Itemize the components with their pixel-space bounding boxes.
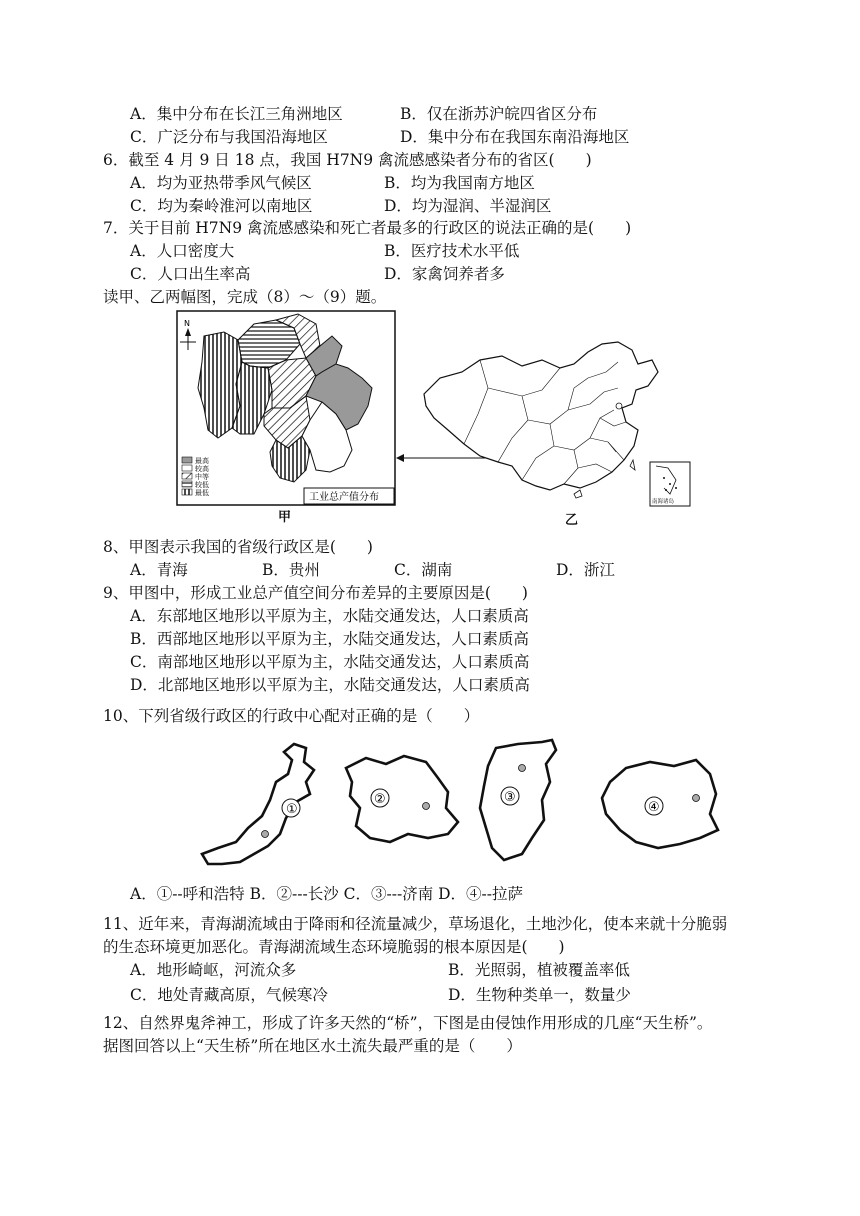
north-label: N (184, 319, 190, 328)
q11-option-c: C．地处青藏高原，气候寒冷 (130, 986, 328, 1004)
q11-option-d: D．生物种类单一，数量少 (448, 986, 631, 1004)
q12-stem-line2: 据图回答以上“天生桥”所在地区水土流失最严重的是（ ） (103, 1037, 522, 1055)
province-shape-3 (480, 740, 556, 860)
q9-stem: 9、甲图中，形成工业总产值空间分布差异的主要原因是( ) (103, 584, 528, 602)
q7-option-a: A．人口密度大 (130, 242, 235, 260)
q9-option-b: B．西部地区地形以平原为主，水陆交通发达，人口素质高 (130, 630, 529, 648)
map-jia-title: 工业总产值分布 (309, 492, 379, 503)
shape-label-1: ① (286, 802, 298, 817)
inset-label: 南海诸岛 (652, 499, 675, 505)
shape-label-2: ② (374, 792, 386, 807)
legend-label-5: 最低 (195, 489, 209, 497)
map-jia-legend (182, 456, 209, 497)
q11-option-a: A．地形崎岖，河流众多 (130, 961, 297, 979)
shape-label-4: ④ (648, 800, 660, 815)
q11-stem-line1: 11、近年来，青海湖流域由于降雨和径流量减少，草场退化，土地沙化，使本来就十分脆弱 (103, 915, 728, 933)
q5-option-d: D．集中分布在我国东南沿海地区 (400, 128, 630, 146)
q9-option-c: C．南部地区地形以平原为主，水陆交通发达，人口素质高 (130, 653, 530, 671)
q5-option-b: B．仅在浙苏沪皖四省区分布 (400, 105, 598, 123)
q5-option-a: A．集中分布在长江三角洲地区 (130, 105, 343, 123)
q6-option-c: C．均为秦岭淮河以南地区 (130, 197, 313, 215)
read-instruction: 读甲、乙两幅图，完成（8）～（9）题。 (103, 288, 387, 306)
hainan-island (574, 490, 582, 498)
shape-label-3: ③ (504, 790, 516, 805)
q8-option-c: C．湖南 (394, 561, 453, 579)
q12-stem-line1: 12、自然界鬼斧神工，形成了许多天然的“桥”，下图是由侵蚀作用形成的几座“天生桥”。 (103, 1014, 713, 1032)
q6-stem: 6．截至 4 月 9 日 18 点，我国 H7N9 禽流感感染者分布的省区( ) (103, 151, 592, 169)
q10-options: A．①--呼和浩特 B．②---长沙 C．③---济南 D．④--拉萨 (130, 885, 524, 903)
q6-option-a: A．均为亚热带季风气候区 (130, 174, 312, 192)
legend-label-1: 最高 (195, 457, 209, 465)
q8-option-b: B．贵州 (262, 561, 320, 579)
q11-stem-line2: 的生态环境更加恶化。青海湖流域生态环境脆弱的根本原因是( ) (103, 938, 565, 956)
legend-label-3: 中等 (195, 473, 209, 481)
q8-option-a: A．青海 (130, 561, 188, 579)
province-shape-2 (346, 756, 458, 842)
q5-option-c: C．广泛分布与我国沿海地区 (130, 128, 328, 146)
q10-stem: 10、下列省级行政区的行政中心配对正确的是（ ） (103, 707, 480, 725)
q7-option-d: D．家禽饲养者多 (384, 265, 505, 283)
q8-stem: 8、甲图表示我国的省级行政区是( ) (103, 538, 373, 556)
legend-label-2: 较高 (195, 465, 209, 473)
map-yi-caption: 乙 (565, 513, 579, 528)
map-jia-caption: 甲 (278, 510, 292, 525)
map-jia (176, 310, 396, 506)
q9-option-a: A．东部地区地形以平原为主，水陆交通发达，人口素质高 (130, 607, 529, 625)
map-yi (418, 338, 694, 508)
q9-option-d: D．北部地区地形以平原为主，水陆交通发达，人口素质高 (130, 676, 530, 694)
legend-label-4: 较低 (195, 481, 209, 489)
province-shapes (196, 738, 726, 868)
q6-option-b: B．均为我国南方地区 (384, 174, 535, 192)
province-shape-4 (602, 760, 718, 848)
china-outline (424, 342, 658, 490)
taiwan-island (630, 460, 635, 470)
q7-stem: 7．关于目前 H7N9 禽流感感染和死亡者最多的行政区的说法正确的是( ) (103, 219, 632, 237)
q11-option-b: B．光照弱，植被覆盖率低 (448, 961, 630, 979)
q7-option-b: B．医疗技术水平低 (384, 242, 520, 260)
q6-option-d: D．均为湿润、半湿润区 (384, 197, 552, 215)
q7-option-c: C．人口出生率高 (130, 265, 251, 283)
q8-option-d: D．浙江 (556, 561, 615, 579)
